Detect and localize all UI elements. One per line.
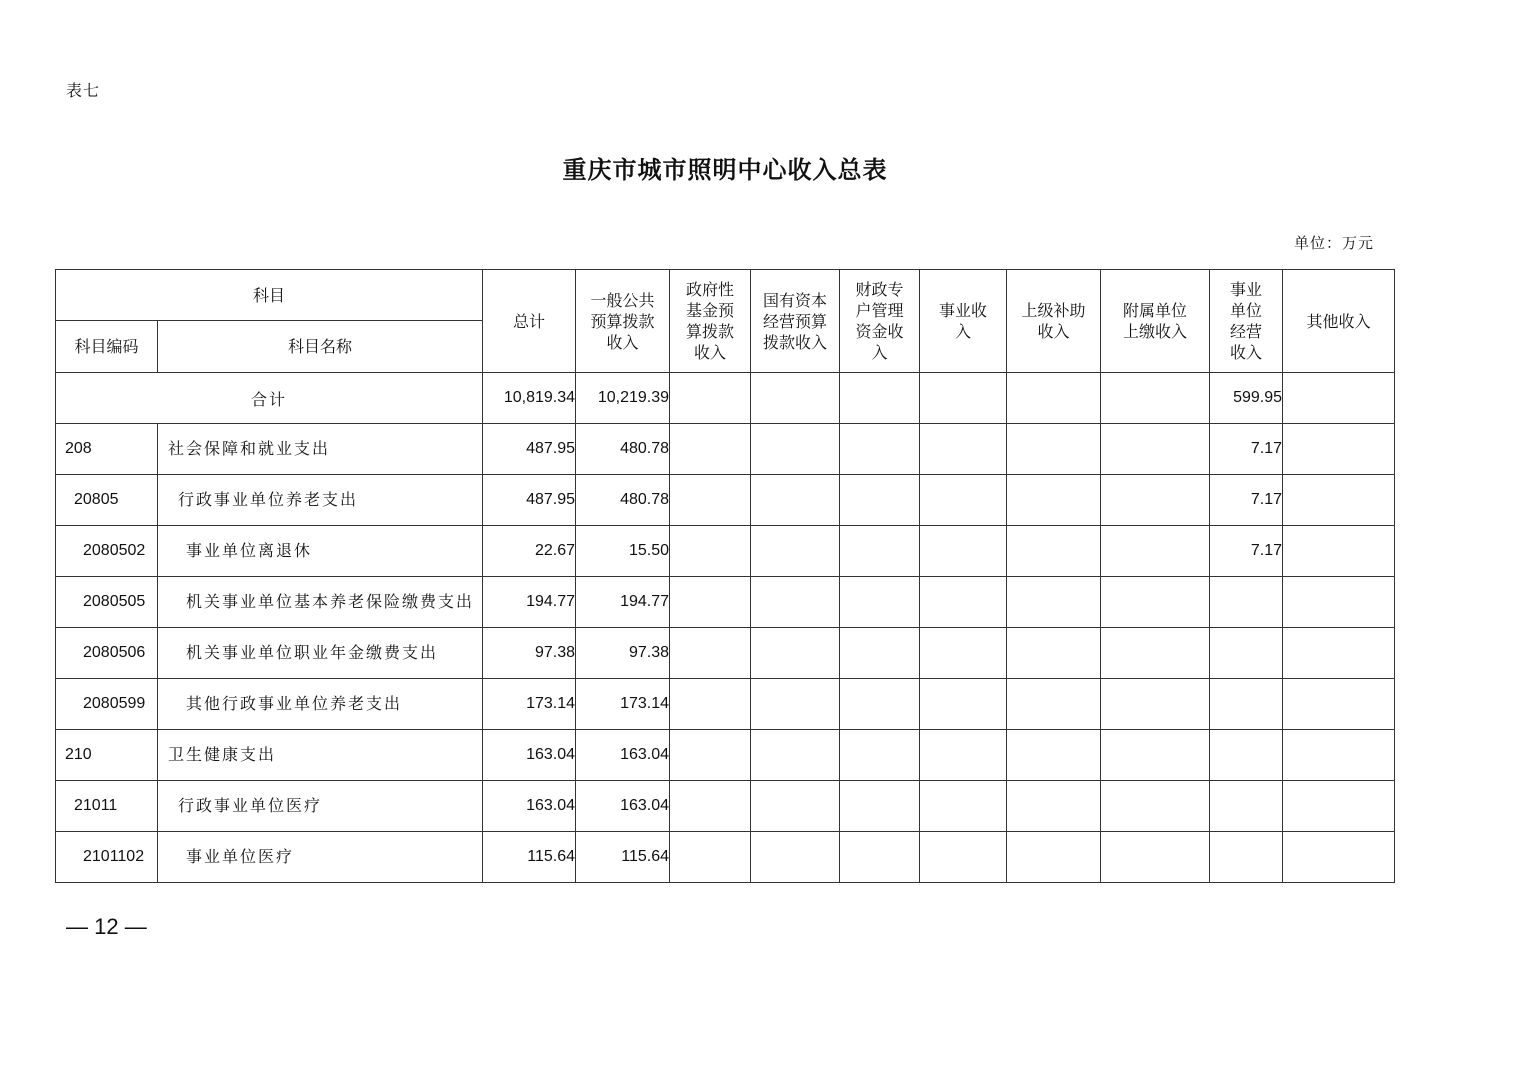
row-operating: 7.17	[1210, 475, 1283, 526]
cell	[751, 832, 840, 883]
row-operating	[1210, 730, 1283, 781]
cell	[670, 475, 751, 526]
cell	[670, 526, 751, 577]
total-row	[56, 373, 1395, 424]
page-title: 重庆市城市照明中心收入总表	[562, 155, 888, 184]
cell	[1101, 628, 1210, 679]
table-row	[56, 577, 1395, 628]
cell	[670, 679, 751, 730]
cell	[920, 424, 1007, 475]
header-superior-subsidy: 上级补助收入	[1007, 270, 1101, 373]
row-name: 行政事业单位医疗	[158, 781, 483, 832]
row-general-budget: 163.04	[576, 781, 670, 832]
cell	[751, 628, 840, 679]
cell	[1101, 424, 1210, 475]
cell	[840, 832, 920, 883]
header-state-capital: 国有资本经营预算拨款收入	[751, 270, 840, 373]
table-row	[56, 526, 1395, 577]
cell	[1007, 730, 1101, 781]
row-operating: 7.17	[1210, 526, 1283, 577]
cell	[751, 577, 840, 628]
row-operating	[1210, 832, 1283, 883]
cell	[1007, 577, 1101, 628]
cell	[920, 373, 1007, 424]
cell	[670, 730, 751, 781]
row-code: 21011	[56, 781, 158, 832]
row-code: 2080502	[56, 526, 158, 577]
cell	[751, 730, 840, 781]
cell	[670, 628, 751, 679]
cell	[1101, 832, 1210, 883]
row-total: 22.67	[483, 526, 576, 577]
cell	[751, 475, 840, 526]
row-code: 2080505	[56, 577, 158, 628]
header-business-income: 事业收入	[920, 270, 1007, 373]
row-name: 其他行政事业单位养老支出	[158, 679, 483, 730]
total-operating: 599.95	[1210, 373, 1283, 424]
row-total: 163.04	[483, 730, 576, 781]
row-total: 115.64	[483, 832, 576, 883]
cell	[920, 781, 1007, 832]
cell	[1007, 526, 1101, 577]
header-general-budget: 一般公共预算拨款收入	[576, 270, 670, 373]
cell	[920, 679, 1007, 730]
cell	[840, 424, 920, 475]
row-code: 2101102	[56, 832, 158, 883]
row-operating	[1210, 679, 1283, 730]
cell	[1007, 373, 1101, 424]
header-other: 其他收入	[1283, 270, 1395, 373]
row-code: 2080506	[56, 628, 158, 679]
row-total: 173.14	[483, 679, 576, 730]
cell	[1283, 781, 1395, 832]
row-general-budget: 173.14	[576, 679, 670, 730]
row-general-budget: 97.38	[576, 628, 670, 679]
cell	[840, 781, 920, 832]
cell	[1283, 475, 1395, 526]
cell	[1007, 628, 1101, 679]
cell	[1101, 781, 1210, 832]
table-row	[56, 628, 1395, 679]
table-row	[56, 832, 1395, 883]
row-name: 事业单位离退休	[158, 526, 483, 577]
cell	[920, 526, 1007, 577]
row-general-budget: 480.78	[576, 424, 670, 475]
row-code: 208	[56, 424, 158, 475]
cell	[670, 832, 751, 883]
cell	[1101, 526, 1210, 577]
page-number: — 12 —	[66, 914, 147, 939]
row-general-budget: 163.04	[576, 730, 670, 781]
cell	[920, 628, 1007, 679]
row-operating	[1210, 781, 1283, 832]
cell	[920, 475, 1007, 526]
cell	[670, 577, 751, 628]
row-total: 97.38	[483, 628, 576, 679]
header-subject-name: 科目名称	[158, 321, 483, 373]
row-operating	[1210, 628, 1283, 679]
row-code: 2080599	[56, 679, 158, 730]
cell	[751, 679, 840, 730]
cell	[840, 526, 920, 577]
cell	[840, 679, 920, 730]
cell	[840, 730, 920, 781]
row-name: 行政事业单位养老支出	[158, 475, 483, 526]
row-name: 卫生健康支出	[158, 730, 483, 781]
table-label: 表七	[66, 81, 101, 100]
row-total: 487.95	[483, 424, 576, 475]
row-operating: 7.17	[1210, 424, 1283, 475]
table-row	[56, 475, 1395, 526]
cell	[920, 832, 1007, 883]
cell	[1101, 475, 1210, 526]
row-name: 事业单位医疗	[158, 832, 483, 883]
header-total: 总计	[483, 270, 576, 373]
table-row	[56, 679, 1395, 730]
cell	[920, 577, 1007, 628]
cell	[840, 577, 920, 628]
cell	[751, 373, 840, 424]
cell	[670, 424, 751, 475]
cell	[1101, 679, 1210, 730]
cell	[670, 781, 751, 832]
cell	[1101, 730, 1210, 781]
row-total: 487.95	[483, 475, 576, 526]
cell	[751, 424, 840, 475]
cell	[1283, 373, 1395, 424]
row-general-budget: 194.77	[576, 577, 670, 628]
row-general-budget: 480.78	[576, 475, 670, 526]
header-operating: 事业单位经营收入	[1210, 270, 1283, 373]
total-total: 10,819.34	[483, 373, 576, 424]
cell	[1283, 526, 1395, 577]
cell	[1283, 679, 1395, 730]
cell	[1101, 577, 1210, 628]
cell	[1283, 730, 1395, 781]
cell	[840, 475, 920, 526]
cell	[1007, 424, 1101, 475]
cell	[840, 373, 920, 424]
header-fiscal-special: 财政专户管理资金收入	[840, 270, 920, 373]
cell	[670, 373, 751, 424]
cell	[751, 781, 840, 832]
row-code: 210	[56, 730, 158, 781]
cell	[1007, 781, 1101, 832]
header-subject: 科目	[56, 270, 483, 321]
table-row	[56, 730, 1395, 781]
row-total: 163.04	[483, 781, 576, 832]
cell	[751, 526, 840, 577]
row-operating	[1210, 577, 1283, 628]
table-row	[56, 781, 1395, 832]
cell	[920, 730, 1007, 781]
cell	[1283, 577, 1395, 628]
cell	[1007, 679, 1101, 730]
total-general-budget: 10,219.39	[576, 373, 670, 424]
row-general-budget: 115.64	[576, 832, 670, 883]
income-summary-table	[55, 269, 1395, 883]
row-general-budget: 15.50	[576, 526, 670, 577]
table-row	[56, 424, 1395, 475]
cell	[1283, 424, 1395, 475]
cell	[1101, 373, 1210, 424]
cell	[1283, 628, 1395, 679]
cell	[1007, 475, 1101, 526]
cell	[1283, 832, 1395, 883]
header-subject-code: 科目编码	[56, 321, 158, 373]
row-name: 机关事业单位职业年金缴费支出	[158, 628, 483, 679]
row-name: 社会保障和就业支出	[158, 424, 483, 475]
row-code: 20805	[56, 475, 158, 526]
header-gov-fund: 政府性基金预算拨款收入	[670, 270, 751, 373]
header-affiliated: 附属单位上缴收入	[1101, 270, 1210, 373]
total-label: 合计	[56, 373, 483, 424]
row-total: 194.77	[483, 577, 576, 628]
row-name: 机关事业单位基本养老保险缴费支出	[158, 577, 483, 628]
cell	[840, 628, 920, 679]
unit-label: 单位：万元	[1294, 234, 1375, 252]
cell	[1007, 832, 1101, 883]
